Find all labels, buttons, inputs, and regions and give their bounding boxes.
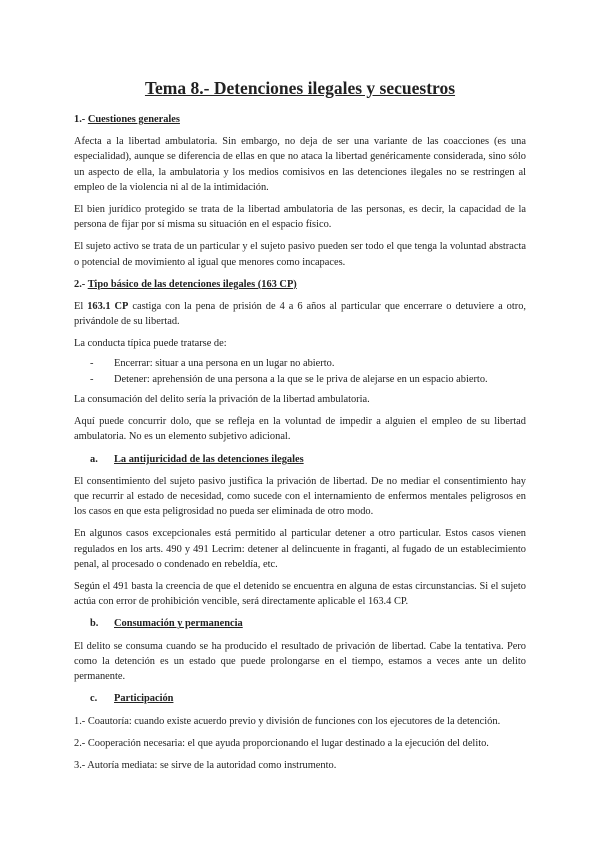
paragraph: Afecta a la libertad ambulatoria. Sin embargo, no deja de ser una variante de las coacciones (es una especialidad), aunque se diferencia de ellas en que no ataca la libertad genéricamente considerada, sino sólo un aspecto de ella, la ambulatoria y los medios comisivos en las detenciones ilegales no se restringen al empleo de la violencia ni al de la intimidación. bbox=[74, 136, 526, 193]
section-cuestiones-generales bbox=[74, 112, 526, 270]
section-number: 2.- bbox=[74, 278, 86, 290]
text-run: castiga con la pena de prisión de 4 a 6 años al particular que encerrare o detuviere a otro, privándole de su libertad. bbox=[74, 301, 526, 328]
subsection-letter: a. bbox=[90, 453, 98, 465]
participation-item: 1.- Coautoría: cuando existe acuerdo previo y división de funciones con los ejecutores de la detención. bbox=[74, 715, 501, 727]
paragraph: El bien jurídico protegido se trata de la libertad ambulatoria de las personas, es decir, la capacidad de la persona de fijar por sí misma su situación en el espacio físico. bbox=[74, 204, 526, 231]
participation-item: 2.- Cooperación necesaria: el que ayuda proporcionando el lugar destinado a la ejecución del delito. bbox=[74, 737, 489, 749]
paragraph: Según el 491 basta la creencia de que el detenido se encuentra en alguna de estas circunstancias. Si el sujeto actúa con error de prohibición vencible, será directamente aplicable el 163.4 CP. bbox=[74, 581, 526, 608]
subsection-heading bbox=[74, 452, 526, 467]
paragraph: El delito se consuma cuando se ha producido el resultado de privación de libertad. Cabe la tentativa. Pero como la detención es un estado que puede prolongarse en el tiempo, estamos a veces ante un delito permanente. bbox=[74, 640, 526, 683]
list-item-text: Encerrar: situar a una persona en un lugar no abierto. bbox=[114, 357, 335, 369]
paragraph: En algunos casos excepcionales está permitido al particular detener a otro particular. Estos casos vienen regulados en los arts. 490 y 491 Lecrim: detener al delincuente in fraganti, al fugado de un establecimiento penal, al procesado o condenado en rebeldía, etc. bbox=[74, 528, 526, 570]
list-item bbox=[90, 372, 526, 387]
page-title: Tema 8.- Detenciones ilegales y secuestros bbox=[144, 78, 456, 98]
section-title: Tipo básico de las detenciones ilegales (163 CP) bbox=[87, 278, 297, 290]
subsection-participacion bbox=[74, 691, 526, 773]
list-item bbox=[90, 356, 526, 371]
subsection-title: Consumación y permanencia bbox=[114, 618, 243, 630]
paragraph bbox=[74, 299, 526, 329]
dash-bullet: - bbox=[90, 357, 94, 369]
section-title: Cuestiones generales bbox=[87, 114, 180, 125]
conduct-list bbox=[74, 356, 526, 387]
section-number: 1.- bbox=[74, 114, 86, 125]
participation-item: 3.- Autoría mediata: se sirve de la autoridad como instrumento. bbox=[74, 759, 337, 771]
subsection-antijuricidad bbox=[74, 452, 526, 610]
section-tipo-basico bbox=[74, 277, 526, 445]
text-run: El bbox=[74, 301, 88, 313]
subsection-heading bbox=[74, 616, 526, 631]
paragraph: La consumación del delito sería la privación de la libertad ambulatoria. bbox=[74, 394, 370, 406]
section-heading bbox=[74, 112, 526, 127]
paragraph: El sujeto activo se trata de un particular y el sujeto pasivo pueden ser todo el que tenga la voluntad abstracta o potencial de movimiento al igual que menores como incapaces. bbox=[74, 241, 526, 268]
list-item-text: Detener: aprehensión de una persona a la que se le priva de alejarse en un espacio abierto. bbox=[114, 373, 488, 385]
subsection-title: La antijuricidad de las detenciones ilegales bbox=[114, 453, 304, 465]
subsection-consumacion bbox=[74, 616, 526, 684]
paragraph: El consentimiento del sujeto pasivo justifica la privación de libertad. De no mediar el consentimiento hay que recurrir al estado de necesidad, como sucede con el internamiento de enfermos mentales peligrosos en los casos en que esta peligrosidad no pueda ser eliminada de otro modo. bbox=[74, 475, 526, 518]
dash-bullet: - bbox=[90, 373, 94, 385]
subsection-letter: b. bbox=[90, 618, 99, 630]
paragraph: Aquí puede concurrir dolo, que se refleja en la voluntad de impedir a alguien el empleo de su libertad ambulatoria. No es un elemento subjetivo adicional. bbox=[74, 416, 526, 443]
subsection-heading bbox=[74, 691, 526, 706]
subsection-title: Participación bbox=[114, 693, 174, 705]
paragraph: La conducta típica puede tratarse de: bbox=[74, 338, 227, 350]
section-heading bbox=[74, 277, 526, 292]
subsection-letter: c. bbox=[90, 693, 98, 705]
article-reference: 163.1 CP bbox=[87, 301, 129, 313]
